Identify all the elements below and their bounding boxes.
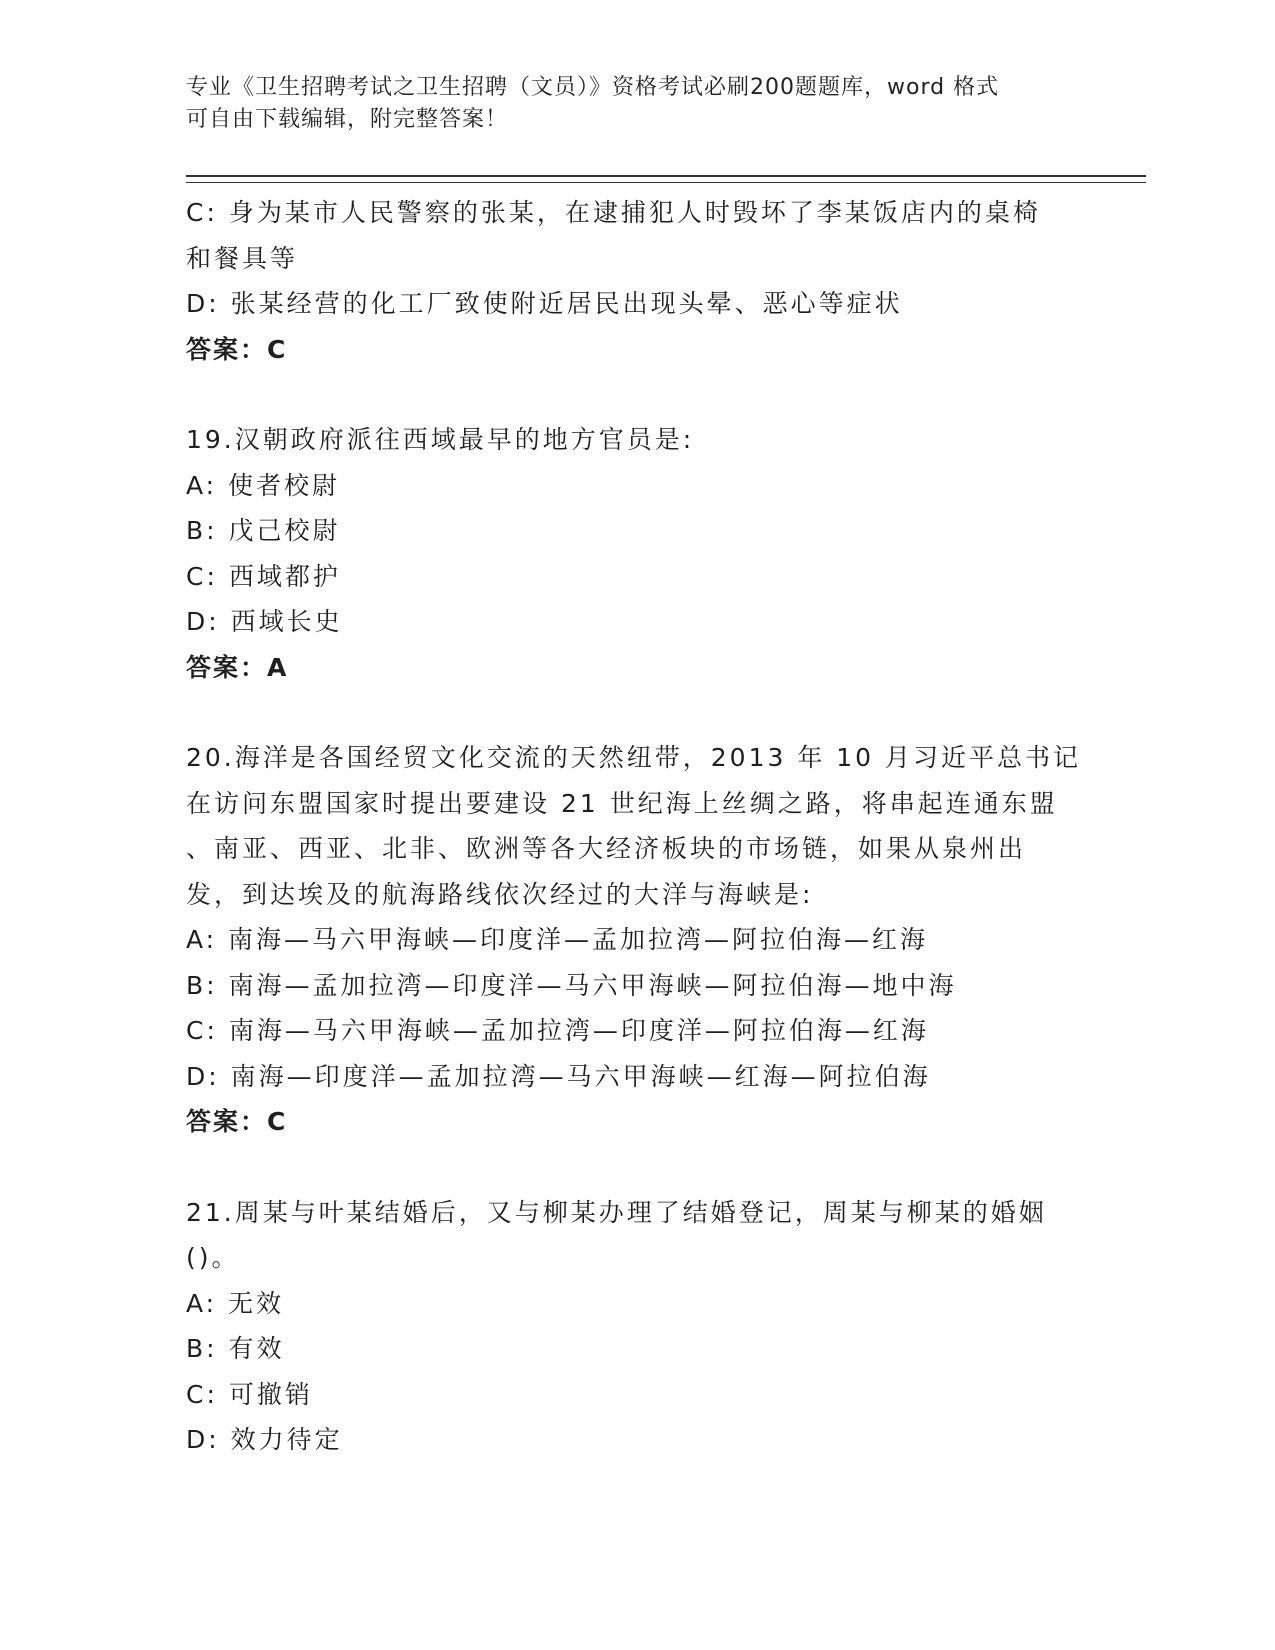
question-text-line-4: 发，到达埃及的航海路线依次经过的大洋与海峡是:: [186, 879, 814, 909]
option-b: B: 戊己校尉: [186, 516, 341, 545]
option-c-continued: 和餐具等: [186, 243, 299, 273]
option-a: A: 使者校尉: [186, 470, 341, 500]
question-text-line-2: ()。: [186, 1243, 240, 1272]
question-20: [186, 735, 1086, 1145]
option-d: D: 西域长史: [186, 607, 343, 636]
question-text-line-1: 20.海洋是各国经贸文化交流的天然纽带，2013 年 10 月习近平总书记: [186, 743, 1082, 772]
document-body: [186, 190, 1086, 1463]
question-spacer: [186, 372, 1086, 417]
question-19: [186, 417, 1086, 690]
option-d: D: 效力待定: [186, 1425, 343, 1454]
option-b: B: 有效: [186, 1334, 285, 1363]
question-18-tail: [186, 190, 1086, 372]
question-text-line-1: 21.周某与叶某结婚后，又与柳某办理了结婚登记，周某与柳某的婚姻: [186, 1197, 1047, 1227]
option-c: C: 西域都护: [186, 561, 341, 591]
option-a: A: 南海—马六甲海峡—印度洋—孟加拉湾—阿拉伯海—红海: [186, 925, 929, 954]
option-d: D: 张某经营的化工厂致使附近居民出现头晕、恶心等症状: [186, 289, 903, 318]
question-21: [186, 1190, 1086, 1463]
answer-label: 答案：C: [186, 334, 288, 364]
question-text: 19.汉朝政府派往西域最早的地方官员是:: [186, 425, 695, 454]
question-text-line-2: 在访问东盟国家时提出要建设 21 世纪海上丝绸之路，将串起连通东盟: [186, 788, 1058, 818]
option-d: D: 南海—印度洋—孟加拉湾—马六甲海峡—红海—阿拉伯海: [186, 1061, 931, 1091]
question-spacer: [186, 1145, 1086, 1190]
answer-label: 答案：C: [186, 1107, 288, 1136]
option-a: A: 无效: [186, 1288, 285, 1318]
document-header: [186, 72, 1066, 136]
header-divider: [186, 175, 1146, 183]
header-title-line-1: 专业《卫生招聘考试之卫生招聘（文员）》资格考试必刷200题题库，word 格式: [186, 75, 1000, 100]
option-b: B: 南海—孟加拉湾—印度洋—马六甲海峡—阿拉伯海—地中海: [186, 970, 957, 1000]
option-c: C: 身为某市人民警察的张某，在逮捕犯人时毁坏了李某饭店内的桌椅: [186, 198, 1041, 227]
question-text-line-3: 、南亚、西亚、北非、欧洲等各大经济板块的市场链，如果从泉州出: [186, 834, 1027, 863]
option-c: C: 南海—马六甲海峡—孟加拉湾—印度洋—阿拉伯海—红海: [186, 1016, 929, 1045]
header-title-line-2: 可自由下载编辑，附完整答案！: [186, 107, 509, 132]
option-c: C: 可撤销: [186, 1379, 313, 1409]
question-spacer: [186, 690, 1086, 735]
answer-label: 答案：A: [186, 652, 289, 682]
